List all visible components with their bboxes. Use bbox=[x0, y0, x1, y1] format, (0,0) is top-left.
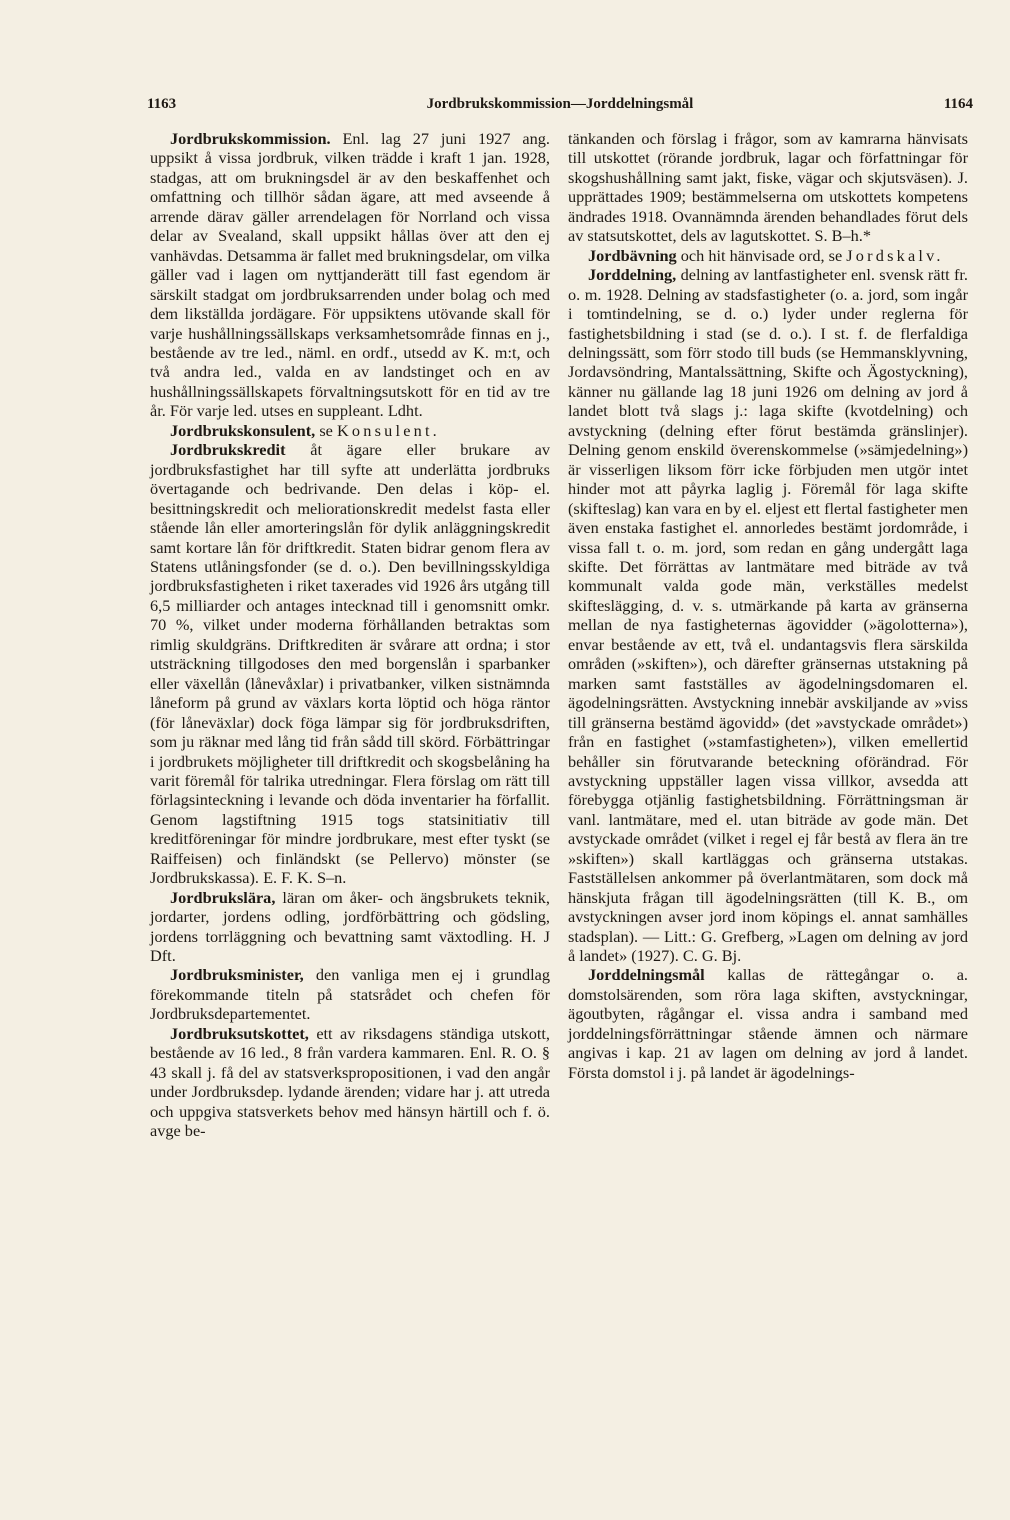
entry-text: och hit hänvisade ord, se bbox=[680, 245, 843, 265]
entry-jordbrukslara bbox=[150, 888, 550, 966]
entry-headword: Jordbävning bbox=[588, 245, 677, 265]
entry-jordbavning bbox=[568, 246, 968, 265]
right-column bbox=[568, 129, 968, 1082]
cross-reference: Jordskalv. bbox=[846, 245, 944, 265]
entry-continuation bbox=[568, 129, 968, 246]
running-title: Jordbrukskommission—Jorddelningsmål bbox=[426, 96, 694, 112]
right-page-number: 1164 bbox=[943, 96, 973, 112]
entry-signature: H. J Dft. bbox=[150, 926, 550, 966]
entry-jordbrukskredit bbox=[150, 440, 550, 887]
entry-text: se bbox=[319, 420, 333, 440]
left-page-number: 1163 bbox=[147, 96, 177, 112]
entry-jorddelningsmal bbox=[568, 965, 968, 1082]
entry-jordbrukskommission bbox=[150, 129, 550, 421]
cross-reference: Konsulent. bbox=[336, 420, 440, 440]
entry-text: delning av lantfastigheter enl. svensk rätt fr. o. m. 1928. Delning av stadsfastigheter (o. a. jord, som ingår i tomtindelning, se d. o.) lyder under reglerna för fastighetsbildning i stad (se d. o.). I st. f. de flerfaldiga delningssätt, som förr stodo till buds (se Hemmansklyvning, Jordavsöndring, Mantalssättning, Skifte och Ägostyckning), känner nu gällande lag 18 juni 1926 om delning av jord å landet blott två slags j.: laga skifte (kvotdelning) och avstyckning (delning efter förut bestämda gränslinjer). Delning genom enskild överenskommelse (»sämjedelning») är visserligen liksom förr icke förbjuden men utgör intet hinder mot att påyrka laglig j. Föremål för laga skifte (skifteslag) kan vara en by el. eljest ett flertal fastigheter men även enstaka fastighet el. annorledes bestämt jordområde, i vissa fall t. o. m. jord, som redan en gång undergått laga skifte. Det förrättas av lantmätare med biträde av två kommunalt valda gode män, verkställes medelst skifteslägging, d. v. s. utmärkande på karta av gränserna mellan de nya fastigheternas ägovidder (»ägolotterna»), envar bestående av ett, två el. undantagsvis flera särskilda områden (»skiften»), och därefter gränsernas utstakning på marken samt fastställes av ägodelningsdomaren el. ägodelningsrätten. Avstyckning innebär avskiljande av »viss till gränserna bestämd ägovidd» (det »avstyckade området») från en fastighet (»stamfastigheten»), vilken emellertid behåller sin förutvarande beteckning oförändrad. För avstyckning uppställer lagen vissa villkor, avsedda att förebygga otjänlig fastighetsbildning. Förrättningsman är vanl. lantmätare, med el. utan biträde av gode män. Det avstyckade området (vilket i regel ej får bestå av flera än tre »skiften») skall kartläggas och gränserna utstakas. Fastställelsen ankommer på överlantmätaren, som dock må hänskjuta frågan till ägodelningsrätten (till K. B., om avstyckningen avser jord inom köpings el. annat samhälles stadsplan). — Litt.: G. Grefberg, »Lagen om delning av jord å landet» (1927). bbox=[568, 265, 968, 966]
entry-text: åt ägare eller brukare av jordbruksfastighet har till syfte att underlätta jordbruks övertagande och bedrivande. Den delas i köp- el. besittningskredit och meliorationskredit medelst fasta eller stående lån eller amorteringslån för dylik anläggningskredit samt kortare lån för driftkredit. Staten bidrar genom flera av Statens utlåningsfonder (se d. o.). Den bevillningsskyldiga jordbruksfastigheten i riket taxerades vid 1926 års utgång till 6,5 milliarder och antages intecknad till i genomsnitt omkr. 70 %, vilket under moderna förhållanden betraktas som rimlig skuldgräns. Driftkrediten är svårare att ordna; i stor utsträckning tillgodoses den med borgenslån i sparbanker eller växellån (lånevåxlar) i privatbanker, vilken sistnämnda låneform på grund av växlars korta löptid och höga räntor (för låneväxlar) dock föga lämpar sig för jordbruksdriften, som ju räknar med lång tid från sådd till skörd. Förbättringar i jordbrukets möjligheter till driftkredit och skogsbelåning ha varit föremål för talrika utredningar. Flera förslag om rätt till förlagsinteckning i levande och döda inventarier ha förfallit. Genom lagstiftning 1915 togs statsinitiativ till kreditföreningar för mindre jordbrukare, mest efter tyskt (se Raiffeisen) och finländskt (se Pellervo) mönster (se Jordbrukskassa). bbox=[150, 440, 550, 888]
entry-text: tänkanden och förslag i frågor, som av kamrarna hänvisats till utskottet (rörande jordbruk, lagar och författningar för skogshushållning samt jakt, fiske, vägar och skjutsväsen). J. upprättades 1909; bestämmelserna om utskottets kompetens ändrades 1918. Ovannämnda ärenden behandlades förut dels av statsutskottet, dels av lagutskottet. bbox=[568, 129, 968, 246]
entry-headword: Jordbrukskonsulent, bbox=[170, 420, 316, 440]
entry-headword: Jordbruksminister, bbox=[170, 965, 304, 985]
entry-headword: Jorddelningsmål bbox=[588, 965, 705, 985]
entry-headword: Jordbrukskredit bbox=[170, 440, 286, 460]
left-column bbox=[150, 129, 550, 1141]
entry-text: kallas de rättegångar o. a. domstolsärenden, som röra laga skiften, avstyckningar, ägoutbyten, rågångar el. vissa andra i samband med jorddelningsförrättningar stående ämnen och närmare angivas i kap. 21 av lagen om delning av jord å landet. Första domstol i j. på landet är ägodelnings- bbox=[568, 965, 968, 1082]
entry-headword: Jordbrukskommission. bbox=[170, 129, 331, 148]
running-header bbox=[147, 96, 973, 118]
entry-jordbrukskonsulent bbox=[150, 421, 550, 440]
entry-jordbruksminister bbox=[150, 965, 550, 1023]
entry-jorddelning bbox=[568, 265, 968, 965]
entry-signature: Ldht. bbox=[387, 401, 423, 421]
entry-headword: Jorddelning, bbox=[588, 265, 677, 285]
entry-signature: C. G. Bj. bbox=[682, 946, 742, 966]
entry-headword: Jordbrukslära, bbox=[170, 887, 276, 907]
entry-text: den vanliga men ej i grundlag förekommande titeln på statsrådet och chefen för Jordbruksdepartementet. bbox=[150, 965, 550, 1024]
entry-signature: S. B–h.* bbox=[814, 226, 872, 246]
entry-text: läran om åker- och ängsbrukets teknik, jordarter, jordens odling, jordförbättring och gödsling, jordens torrläggning och bevattning samt växtodling. bbox=[150, 887, 550, 946]
entry-signature: E. F. K. S–n. bbox=[263, 868, 347, 888]
entry-jordbruksutskottet bbox=[150, 1024, 550, 1141]
entry-headword: Jordbruksutskottet, bbox=[170, 1023, 309, 1043]
entry-text: Enl. lag 27 juni 1927 ang. uppsikt å vissa jordbruk, vilken trädde i kraft 1 jan. 1928, stadgas, att om brukningsdel är av den beskaffenhet och omfattning och tillhör sådan ägare, att med avseende å arrende därav gäller arrendelagen för Norrland och vissa delar av Svealand, skall uppsikt hållas över att den ej vanhävdas. Detsamma är fallet med brukningsdelar, om vilka gäller vad i lagen om nyttjanderätt till fast egendom är särskilt stadgat om jordbruksarrenden under bolag och med dem likställda jordägare. För uppsiktens utövande skall för varje hushållningssällskaps verksamhetsområde finnas en j., bestående av tre led., näml. en ordf., utsedd av K. m:t, och två andra led., valda en av landstinget och en av hushållningssällskapets förvaltningsutskott för en tid av tre år. För varje led. utses en suppleant. bbox=[150, 129, 550, 421]
entry-text: ett av riksdagens ständiga utskott, bestående av 16 led., 8 från vardera kammaren. Enl. R. O. § 43 skall j. få del av statsverkspropositionen, i vad den angår under Jordbruksdep. lydande ärenden; vidare har j. att utreda och uppgiva statsverkets behov med hänsyn härtill och f. ö. avge be- bbox=[150, 1023, 550, 1141]
